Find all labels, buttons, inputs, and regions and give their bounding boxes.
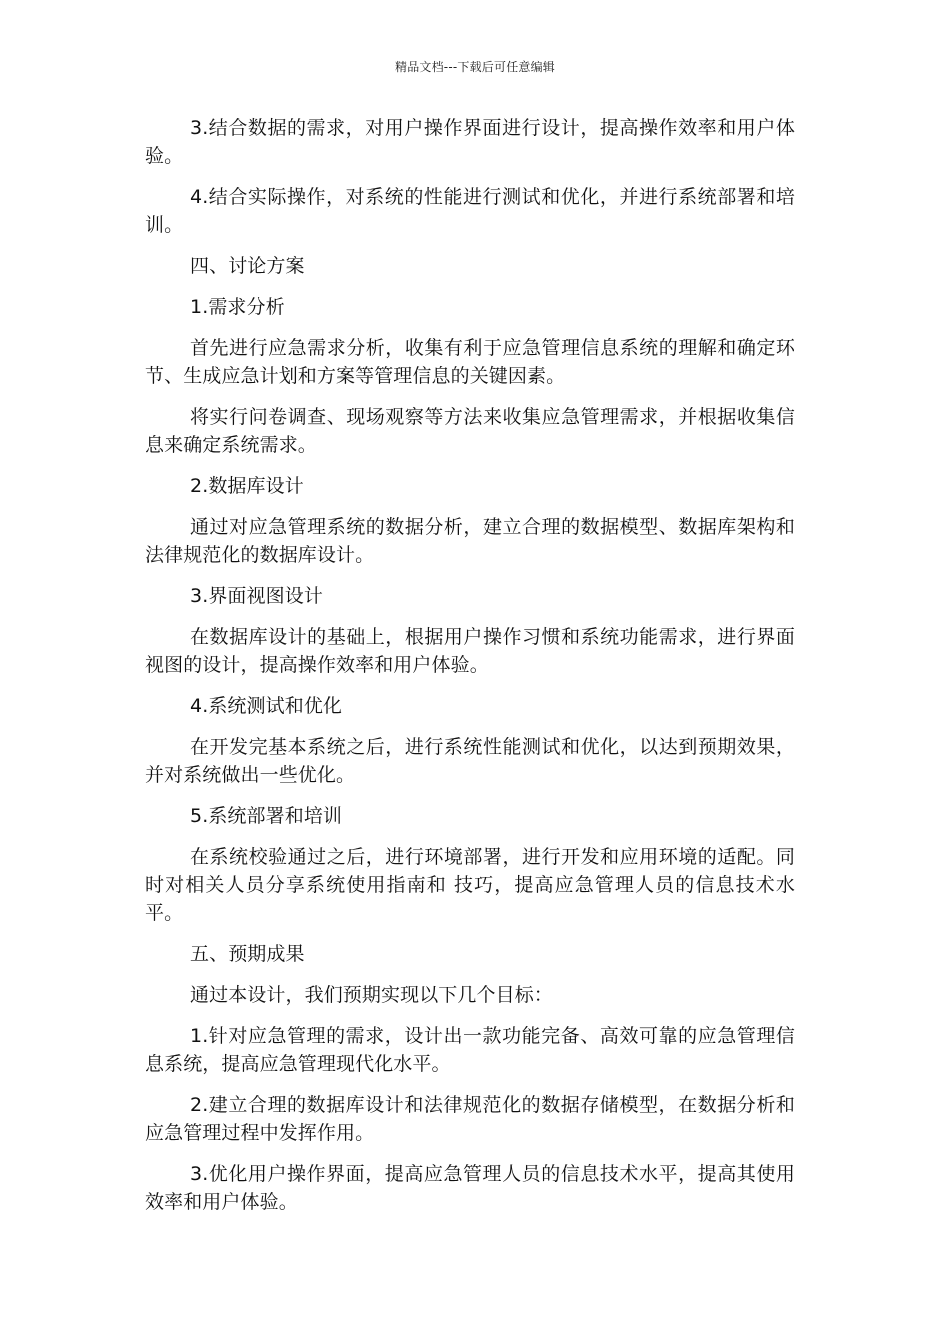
subsection-heading: 4.系统测试和优化	[190, 695, 343, 717]
subsection-heading: 3.界面视图设计	[190, 585, 323, 607]
subsection-heading: 1.需求分析	[190, 296, 285, 318]
paragraph: 2.建立合理的数据库设计和法律规范化的数据存储模型，在数据分析和应急管理过程中发挥作用。	[145, 1094, 795, 1144]
paragraph: 3.优化用户操作界面，提高应急管理人员的信息技术水平，提高其使用效率和用户体验。	[145, 1163, 795, 1213]
subsection-heading: 5.系统部署和培训	[190, 805, 343, 827]
paragraph: 将实行问卷调查、现场观察等方法来收集应急管理需求，并根据收集信息来确定系统需求。	[145, 406, 795, 456]
section-heading: 五、预期成果	[190, 943, 305, 965]
paragraph: 3.结合数据的需求，对用户操作界面进行设计，提高操作效率和用户体验。	[145, 117, 795, 167]
paragraph: 首先进行应急需求分析，收集有利于应急管理信息系统的理解和确定环节、生成应急计划和方案等管理信息的关键因素。	[145, 337, 795, 387]
paragraph: 1.针对应急管理的需求，设计出一款功能完备、高效可靠的应急管理信息系统，提高应急管理现代化水平。	[145, 1025, 795, 1075]
paragraph: 通过本设计，我们预期实现以下几个目标：	[190, 984, 553, 1006]
page-header: 精品文档---下载后可任意编辑	[395, 60, 555, 74]
section-heading: 四、讨论方案	[190, 255, 305, 277]
paragraph: 4.结合实际操作，对系统的性能进行测试和优化，并进行系统部署和培训。	[145, 186, 795, 236]
paragraph: 在数据库设计的基础上，根据用户操作习惯和系统功能需求，进行界面视图的设计，提高操作效率和用户体验。	[145, 626, 795, 676]
subsection-heading: 2.数据库设计	[190, 475, 304, 497]
paragraph: 在系统校验通过之后，进行环境部署，进行开发和应用环境的适配。同时对相关人员分享系统使用指南和 技巧，提高应急管理人员的信息技术水平。	[145, 846, 795, 924]
document-body	[145, 114, 795, 1229]
paragraph: 在开发完基本系统之后，进行系统性能测试和优化，以达到预期效果，并对系统做出一些优化。	[145, 736, 795, 786]
paragraph: 通过对应急管理系统的数据分析，建立合理的数据模型、数据库架构和法律规范化的数据库设计。	[145, 516, 795, 566]
